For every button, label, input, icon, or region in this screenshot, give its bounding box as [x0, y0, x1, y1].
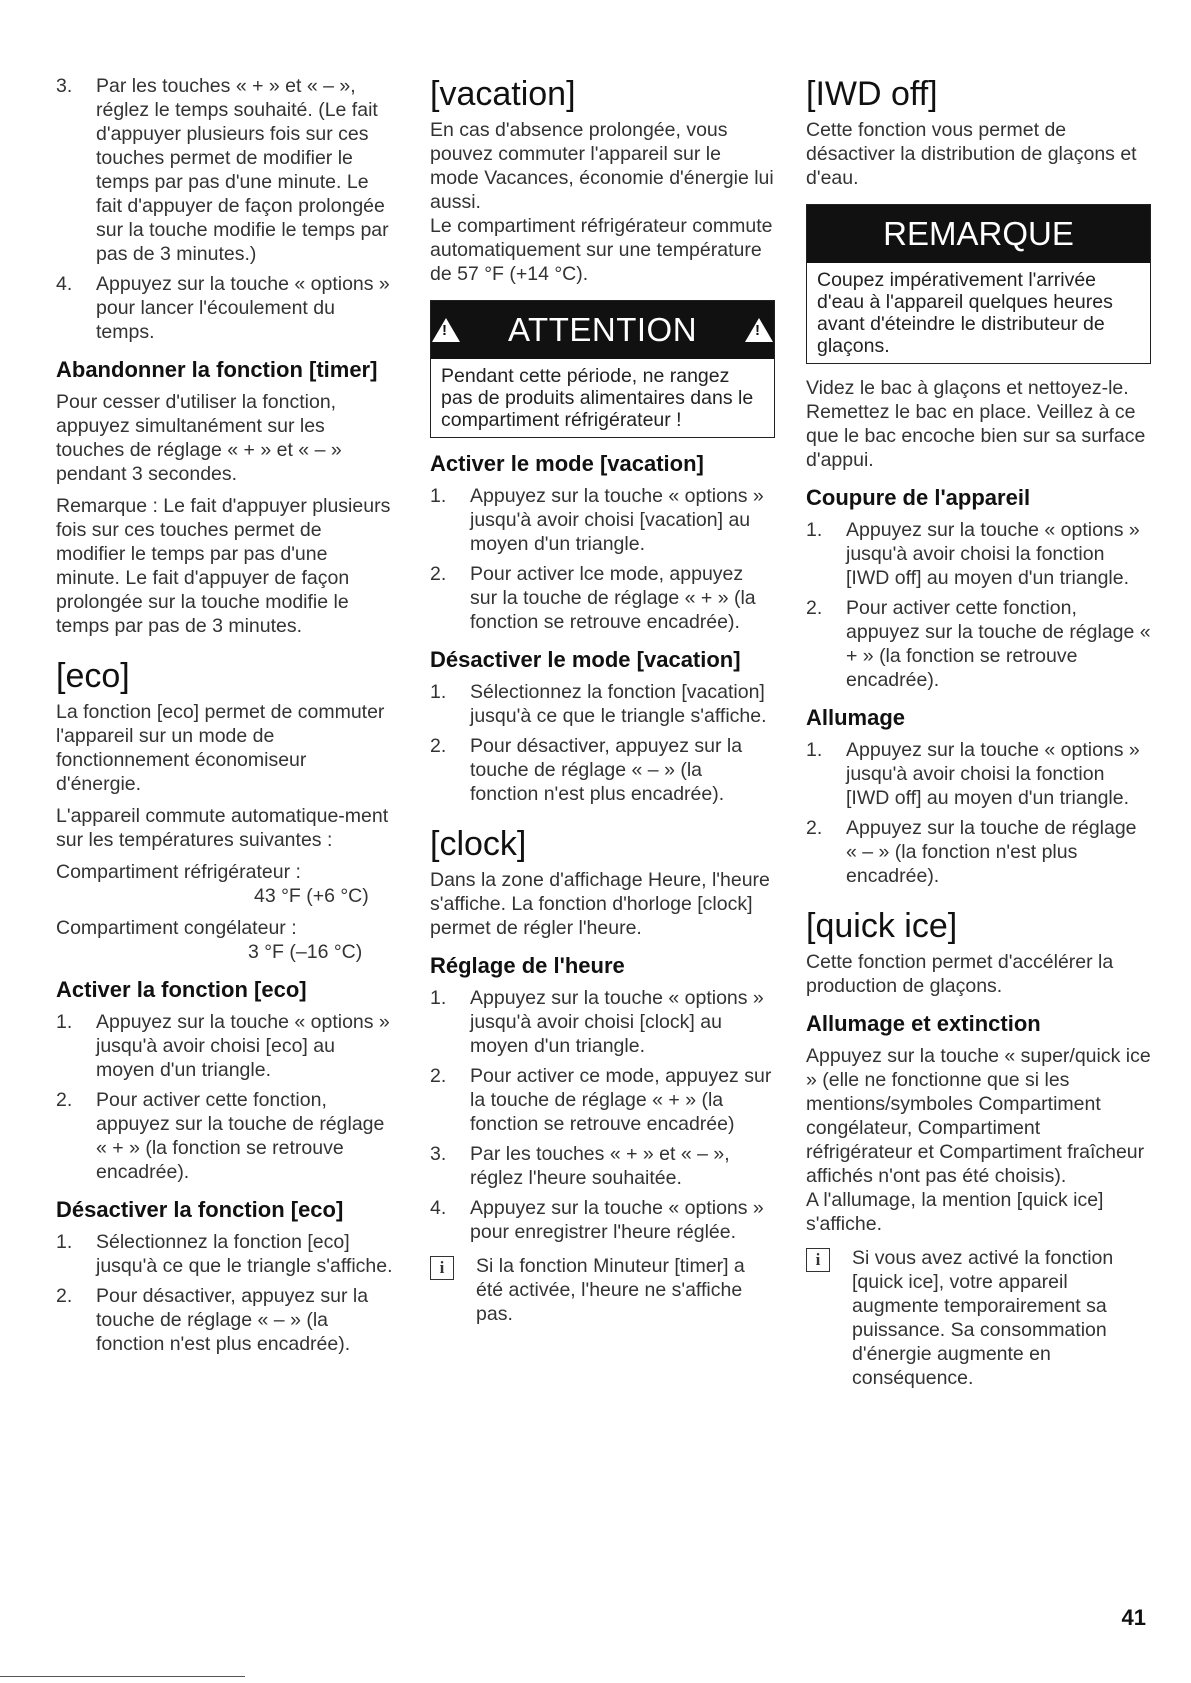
vacation-intro-text: En cas d'absence prolongée, vous pouvez commuter l'appareil sur le mode Vacances, économie d'énergie lui aussi. [430, 119, 774, 213]
list-item [56, 74, 396, 266]
step-number: 3. [430, 1143, 447, 1165]
set-time-heading: Réglage de l'heure [430, 953, 625, 978]
step-text: Appuyez sur la touche « options » pour lancer l'écoulement du temps. [96, 273, 390, 343]
warning-triangle-icon [432, 318, 460, 342]
freezer-temp: 3 °F (–16 °C) [248, 941, 363, 963]
abandon-timer-heading: Abandonner la fonction [timer] [56, 357, 378, 382]
fridge-temp: 43 °F (+6 °C) [254, 885, 369, 907]
deactivate-eco-heading: Désactiver la fonction [eco] [56, 1197, 344, 1222]
deactivate-eco-steps [56, 1230, 396, 1356]
step-number: 4. [56, 273, 73, 295]
step-number: 1. [806, 519, 823, 541]
step-text: Appuyez sur la touche « options » jusqu'à avoir choisi la fonction [IWD off] au moyen d'un triangle. [846, 519, 1140, 589]
quick-ice-note-text: Si vous avez activé la fonction [quick ice], votre appareil augmente temporairement sa puissance. Sa consommation d'énergie augmente en conséquence. [852, 1247, 1114, 1389]
timer-steps-list [56, 74, 396, 344]
fridge-label: Compartiment réfrigérateur : [56, 861, 301, 883]
step-text: Par les touches « + » et « – », réglez l'heure souhaitée. [470, 1143, 730, 1189]
step-number: 2. [56, 1285, 73, 1307]
activate-vacation-steps [430, 484, 775, 634]
step-number: 1. [430, 485, 447, 507]
remarque-header [807, 205, 1150, 263]
step-number: 2. [430, 563, 447, 585]
column-middle [430, 74, 775, 1326]
timer-note-text: Si la fonction Minuteur [timer] a été activée, l'heure ne s'affiche pas. [476, 1255, 745, 1325]
step-number: 3. [56, 75, 73, 97]
timer-info-note [430, 1254, 775, 1326]
iwd-off-heading: [IWD off] [806, 75, 938, 113]
eco-intro-text: La fonction [eco] permet de commuter l'appareil sur un mode de fonctionnement économiseur d'énergie. [56, 701, 385, 795]
list-item [806, 518, 1151, 590]
attention-header [431, 301, 774, 359]
step-number: 2. [806, 597, 823, 619]
eco-heading: [eco] [56, 657, 130, 695]
vacation-temp-text: Le compartiment réfrigérateur commute automatiquement sur une température de 57 °F (+14 °C). [430, 215, 773, 285]
empty-bin-text: Videz le bac à glaçons et nettoyez-le. Remettez le bac en place. Veillez à ce que le bac encoche bien sur sa surface d'appui. [806, 377, 1146, 471]
quick-ice-heading: [quick ice] [806, 907, 958, 945]
step-number: 2. [430, 1065, 447, 1087]
step-text: Pour désactiver, appuyez sur la touche de réglage « – » (la fonction n'est plus encadrée). [96, 1285, 369, 1355]
step-text: Sélectionnez la fonction [eco] jusqu'à ce que le triangle s'affiche. [96, 1231, 393, 1277]
step-number: 1. [806, 739, 823, 761]
power-on-steps [806, 738, 1151, 888]
quick-ice-info-note [806, 1246, 1151, 1390]
step-text: Par les touches « + » et « – », réglez le temps souhaité. (Le fait d'appuyer plusieurs fois sur ces touches permet de modifier le temps par pas d'une minute. Le fait d'appuyer de façon prolongée sur la touche modifie le temps par pas de 3 minutes.) [96, 75, 389, 265]
list-item [430, 734, 775, 806]
freezer-label: Compartiment congélateur : [56, 917, 297, 939]
step-text: Appuyez sur la touche « options » pour enregistrer l'heure réglée. [470, 1197, 764, 1243]
attention-box [430, 300, 775, 438]
info-icon: i [806, 1248, 830, 1272]
step-text: Appuyez sur la touche de réglage « – » (la fonction n'est plus encadrée). [846, 817, 1137, 887]
step-text: Appuyez sur la touche « options » jusqu'à avoir choisi [eco] au moyen d'un triangle. [96, 1011, 390, 1081]
step-number: 2. [56, 1089, 73, 1111]
list-item [430, 562, 775, 634]
step-text: Pour activer ce mode, appuyez sur la touche de réglage « + » (la fonction se retrouve encadrée) [470, 1065, 772, 1135]
step-number: 1. [56, 1231, 73, 1253]
list-item [430, 1142, 775, 1190]
step-number: 1. [430, 987, 447, 1009]
step-text: Sélectionnez la fonction [vacation] jusqu'à ce que le triangle s'affiche. [470, 681, 767, 727]
on-off-heading: Allumage et extinction [806, 1011, 1041, 1036]
list-item [56, 1088, 396, 1184]
list-item [430, 1196, 775, 1244]
list-item [430, 986, 775, 1058]
shutoff-heading: Coupure de l'appareil [806, 485, 1031, 510]
iwd-off-intro-text: Cette fonction vous permet de désactiver la distribution de glaçons et d'eau. [806, 119, 1137, 189]
attention-label: ATTENTION [507, 311, 698, 348]
quick-ice-intro-text: Cette fonction permet d'accélérer la production de glaçons. [806, 951, 1114, 997]
activate-vacation-heading: Activer le mode [vacation] [430, 451, 704, 476]
list-item [56, 272, 396, 344]
step-number: 1. [430, 681, 447, 703]
list-item [56, 1010, 396, 1082]
remarque-box [806, 204, 1151, 364]
attention-text: Pendant cette période, ne rangez pas de produits alimentaires dans le compartiment réfrigérateur ! [441, 365, 754, 431]
list-item [430, 484, 775, 556]
list-item [56, 1230, 396, 1278]
activate-eco-heading: Activer la fonction [eco] [56, 977, 307, 1002]
shutoff-steps [806, 518, 1151, 692]
info-icon: i [430, 1256, 454, 1280]
power-on-heading: Allumage [806, 705, 906, 730]
step-number: 1. [56, 1011, 73, 1033]
list-item [430, 680, 775, 728]
list-item [430, 1064, 775, 1136]
column-right [806, 74, 1151, 1390]
step-number: 4. [430, 1197, 447, 1219]
list-item [806, 596, 1151, 692]
vacation-heading: [vacation] [430, 75, 576, 113]
on-off-text-2: A l'allumage, la mention [quick ice] s'affiche. [806, 1189, 1104, 1235]
step-text: Pour activer cette fonction, appuyez sur la touche de réglage « + » (la fonction se retrouve encadrée). [846, 597, 1151, 691]
list-item [806, 738, 1151, 810]
abandon-timer-text: Pour cesser d'utiliser la fonction, appuyez simultanément sur les touches de réglage « + » et « – » pendant 3 secondes. [56, 391, 342, 485]
step-text: Appuyez sur la touche « options » jusqu'à avoir choisi [vacation] au moyen d'un triangle. [470, 485, 764, 555]
remarque-text: Coupez impérativement l'arrivée d'eau à l'appareil quelques heures avant d'éteindre le distributeur de glaçons. [817, 269, 1113, 357]
remarque-label: REMARQUE [883, 215, 1074, 252]
step-text: Pour désactiver, appuyez sur la touche de réglage « – » (la fonction n'est plus encadrée). [470, 735, 743, 805]
page-number: 41 [1121, 1605, 1146, 1630]
clock-heading: [clock] [430, 825, 527, 863]
step-text: Pour activer cette fonction, appuyez sur la touche de réglage « + » (la fonction se retrouve encadrée). [96, 1089, 385, 1183]
step-text: Appuyez sur la touche « options » jusqu'à avoir choisi la fonction [IWD off] au moyen d'un triangle. [846, 739, 1140, 809]
clock-intro-text: Dans la zone d'affichage Heure, l'heure s'affiche. La fonction d'horloge [clock] permet de régler l'heure. [430, 869, 770, 939]
step-text: Pour activer lce mode, appuyez sur la touche de réglage « + » (la fonction se retrouve encadrée). [470, 563, 756, 633]
eco-temps-intro: L'appareil commute automatique-ment sur les températures suivantes : [56, 805, 389, 851]
list-item [806, 816, 1151, 888]
set-time-steps [430, 986, 775, 1244]
remark-text: Remarque : Le fait d'appuyer plusieurs fois sur ces touches permet de modifier le temps par pas d'une minute. Le fait d'appuyer de façon prolongée sur la touche modifie le temps par pas de 3 minutes. [56, 495, 391, 637]
list-item [56, 1284, 396, 1356]
column-left [56, 74, 396, 1362]
step-number: 2. [806, 817, 823, 839]
step-text: Appuyez sur la touche « options » jusqu'à avoir choisi [clock] au moyen d'un triangle. [470, 987, 764, 1057]
deactivate-vacation-steps [430, 680, 775, 806]
activate-eco-steps [56, 1010, 396, 1184]
step-number: 2. [430, 735, 447, 757]
bottom-divider [0, 1676, 245, 1677]
warning-triangle-icon [745, 318, 773, 342]
deactivate-vacation-heading: Désactiver le mode [vacation] [430, 647, 741, 672]
on-off-text: Appuyez sur la touche « super/quick ice » (elle ne fonctionne que si les mentions/symboles Compartiment congélateur, Compartiment réfrigérateur et Compartiment fraîcheur affichés n'ont pas été choisis). [806, 1045, 1151, 1187]
